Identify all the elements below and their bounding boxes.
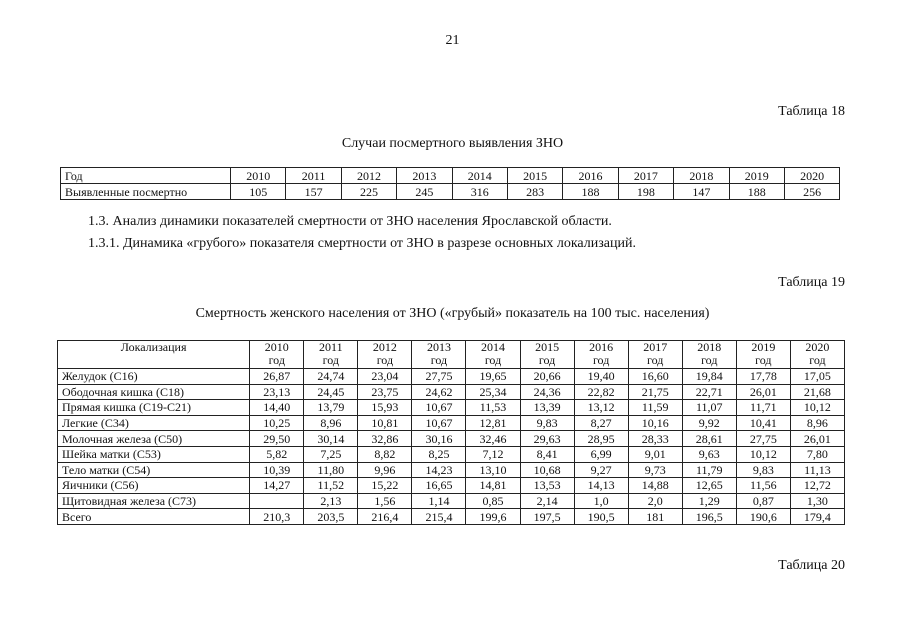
- rate-cell: 8,82: [358, 446, 412, 462]
- rate-cell: 190,5: [574, 509, 628, 525]
- value-cell: 316: [452, 184, 507, 200]
- table-19-title: Смертность женского населения от ЗНО («грубый» показатель на 100 тыс. населения): [195, 306, 710, 321]
- table-19-label: Таблица 19: [778, 275, 845, 290]
- rate-cell: 197,5: [520, 509, 574, 525]
- rate-cell: 9,83: [736, 462, 790, 478]
- year-cell: 2013: [397, 168, 452, 184]
- localization-name: Молочная железа (С50): [58, 431, 250, 447]
- rate-cell: 14,27: [250, 478, 304, 494]
- value-cell: 198: [618, 184, 673, 200]
- localization-name: Желудок (С16): [58, 369, 250, 385]
- table-19-header-row: [58, 341, 845, 369]
- table-row: [58, 400, 845, 416]
- value-cell: 157: [286, 184, 341, 200]
- rate-cell: 11,56: [736, 478, 790, 494]
- value-cell: 105: [231, 184, 286, 200]
- rate-cell: 29,63: [520, 431, 574, 447]
- rate-cell: 1,29: [682, 493, 736, 509]
- rate-cell: 0,87: [736, 493, 790, 509]
- localization-name: Шейка матки (С53): [58, 446, 250, 462]
- table-row: [58, 431, 845, 447]
- rate-cell: 9,96: [358, 462, 412, 478]
- localization-name: Щитовидная железа (С73): [58, 493, 250, 509]
- rate-cell: 181: [628, 509, 682, 525]
- section-1-3-1-heading: 1.3.1. Динамика «грубого» показателя смертности от ЗНО в разрезе основных локализаций.: [88, 236, 636, 251]
- rate-cell: 17,78: [736, 369, 790, 385]
- rate-cell: 15,22: [358, 478, 412, 494]
- rate-cell: 10,25: [250, 415, 304, 431]
- rate-cell: 30,16: [412, 431, 466, 447]
- rate-cell: 11,59: [628, 400, 682, 416]
- rate-cell: 14,23: [412, 462, 466, 478]
- rate-cell: 190,6: [736, 509, 790, 525]
- year-header: 2014 год: [466, 341, 520, 369]
- rate-cell: 216,4: [358, 509, 412, 525]
- year-cell: 2010: [231, 168, 286, 184]
- rate-cell: 19,84: [682, 369, 736, 385]
- rate-cell: 12,81: [466, 415, 520, 431]
- rate-cell: 10,67: [412, 415, 466, 431]
- rate-cell: 8,41: [520, 446, 574, 462]
- rate-cell: 13,39: [520, 400, 574, 416]
- rate-cell: 8,96: [790, 415, 844, 431]
- rate-cell: 27,75: [736, 431, 790, 447]
- rate-cell: 28,33: [628, 431, 682, 447]
- rate-cell: 26,01: [790, 431, 844, 447]
- rate-cell: 11,13: [790, 462, 844, 478]
- rate-cell: 203,5: [304, 509, 358, 525]
- table-row: [58, 384, 845, 400]
- year-header: 2015 год: [520, 341, 574, 369]
- rate-cell: 11,53: [466, 400, 520, 416]
- value-cell: 245: [397, 184, 452, 200]
- rate-cell: 14,40: [250, 400, 304, 416]
- table-18-header-row: [61, 168, 840, 184]
- rate-cell: 199,6: [466, 509, 520, 525]
- rate-cell: 13,53: [520, 478, 574, 494]
- rate-cell: 196,5: [682, 509, 736, 525]
- rate-cell: 2,0: [628, 493, 682, 509]
- rate-cell: 32,86: [358, 431, 412, 447]
- rate-cell: 2,13: [304, 493, 358, 509]
- rate-cell: 16,60: [628, 369, 682, 385]
- page-number: 21: [445, 33, 460, 48]
- rate-cell: 10,12: [790, 400, 844, 416]
- rate-cell: 13,12: [574, 400, 628, 416]
- rate-cell: 9,92: [682, 415, 736, 431]
- rate-cell: 29,50: [250, 431, 304, 447]
- table-row: [58, 415, 845, 431]
- rate-cell: 22,71: [682, 384, 736, 400]
- rate-cell: 179,4: [790, 509, 844, 525]
- rate-cell: 5,82: [250, 446, 304, 462]
- rate-cell: 24,36: [520, 384, 574, 400]
- rate-cell: 10,16: [628, 415, 682, 431]
- rate-cell: 10,12: [736, 446, 790, 462]
- table-row: [58, 446, 845, 462]
- rate-cell: 1,30: [790, 493, 844, 509]
- year-cell: 2020: [784, 168, 839, 184]
- table-18-title: Случаи посмертного выявления ЗНО: [341, 136, 564, 151]
- value-cell: 188: [729, 184, 784, 200]
- rate-cell: 9,73: [628, 462, 682, 478]
- table-18-label: Таблица 18: [778, 104, 845, 119]
- rate-cell: 7,25: [304, 446, 358, 462]
- rate-cell: 24,45: [304, 384, 358, 400]
- rate-cell: 11,52: [304, 478, 358, 494]
- rate-cell: 14,88: [628, 478, 682, 494]
- year-header: 2016 год: [574, 341, 628, 369]
- rate-cell: 28,61: [682, 431, 736, 447]
- year-header: 2010 год: [250, 341, 304, 369]
- rate-cell: [250, 493, 304, 509]
- rate-cell: 10,39: [250, 462, 304, 478]
- rate-cell: 1,0: [574, 493, 628, 509]
- localization-name: Легкие (С34): [58, 415, 250, 431]
- rate-cell: 8,25: [412, 446, 466, 462]
- rate-cell: 10,68: [520, 462, 574, 478]
- value-cell: 256: [784, 184, 839, 200]
- rate-cell: 26,87: [250, 369, 304, 385]
- rate-cell: 27,75: [412, 369, 466, 385]
- rate-cell: 24,62: [412, 384, 466, 400]
- year-cell: 2018: [674, 168, 729, 184]
- rate-cell: 8,27: [574, 415, 628, 431]
- rate-cell: 215,4: [412, 509, 466, 525]
- rate-cell: 1,56: [358, 493, 412, 509]
- rate-cell: 11,80: [304, 462, 358, 478]
- value-cell: 147: [674, 184, 729, 200]
- table-18-row-label: Выявленные посмертно: [61, 184, 231, 200]
- table-row: [58, 509, 845, 525]
- rate-cell: 15,93: [358, 400, 412, 416]
- rate-cell: 16,65: [412, 478, 466, 494]
- year-header: 2020 год: [790, 341, 844, 369]
- localization-name: Яичники (С56): [58, 478, 250, 494]
- value-cell: 283: [507, 184, 562, 200]
- year-cell: 2012: [341, 168, 396, 184]
- rate-cell: 19,40: [574, 369, 628, 385]
- rate-cell: 11,79: [682, 462, 736, 478]
- rate-cell: 9,83: [520, 415, 574, 431]
- value-cell: 225: [341, 184, 396, 200]
- rate-cell: 24,74: [304, 369, 358, 385]
- rate-cell: 13,79: [304, 400, 358, 416]
- table-row: [58, 369, 845, 385]
- rate-cell: 9,27: [574, 462, 628, 478]
- table-19-body: [58, 369, 845, 525]
- table-20-label: Таблица 20: [778, 558, 845, 573]
- localization-header: Локализация: [58, 341, 250, 369]
- rate-cell: 21,68: [790, 384, 844, 400]
- year-cell: 2015: [507, 168, 562, 184]
- rate-cell: 23,13: [250, 384, 304, 400]
- rate-cell: 28,95: [574, 431, 628, 447]
- rate-cell: 12,65: [682, 478, 736, 494]
- table-18: [60, 167, 840, 200]
- year-cell: 2019: [729, 168, 784, 184]
- year-cell: 2014: [452, 168, 507, 184]
- rate-cell: 7,80: [790, 446, 844, 462]
- localization-name: Всего: [58, 509, 250, 525]
- table-18-header-label: Год: [61, 168, 231, 184]
- localization-name: Прямая кишка (С19-С21): [58, 400, 250, 416]
- rate-cell: 10,81: [358, 415, 412, 431]
- rate-cell: 17,05: [790, 369, 844, 385]
- section-1-3-heading: 1.3. Анализ динамики показателей смертности от ЗНО населения Ярославской области.: [88, 214, 612, 229]
- rate-cell: 23,04: [358, 369, 412, 385]
- year-header: 2013 год: [412, 341, 466, 369]
- rate-cell: 12,72: [790, 478, 844, 494]
- year-header: 2019 год: [736, 341, 790, 369]
- rate-cell: 10,67: [412, 400, 466, 416]
- year-cell: 2017: [618, 168, 673, 184]
- year-header: 2012 год: [358, 341, 412, 369]
- rate-cell: 32,46: [466, 431, 520, 447]
- table-row: [58, 478, 845, 494]
- value-cell: 188: [563, 184, 618, 200]
- rate-cell: 210,3: [250, 509, 304, 525]
- year-header: 2017 год: [628, 341, 682, 369]
- rate-cell: 26,01: [736, 384, 790, 400]
- rate-cell: 9,63: [682, 446, 736, 462]
- table-row: [58, 462, 845, 478]
- rate-cell: 11,71: [736, 400, 790, 416]
- table-19: [57, 340, 845, 525]
- rate-cell: 14,13: [574, 478, 628, 494]
- year-header: 2018 год: [682, 341, 736, 369]
- rate-cell: 13,10: [466, 462, 520, 478]
- rate-cell: 22,82: [574, 384, 628, 400]
- table-18-data-row: [61, 184, 840, 200]
- rate-cell: 11,07: [682, 400, 736, 416]
- year-cell: 2011: [286, 168, 341, 184]
- table-row: [58, 493, 845, 509]
- rate-cell: 8,96: [304, 415, 358, 431]
- year-cell: 2016: [563, 168, 618, 184]
- rate-cell: 2,14: [520, 493, 574, 509]
- rate-cell: 25,34: [466, 384, 520, 400]
- rate-cell: 19,65: [466, 369, 520, 385]
- rate-cell: 21,75: [628, 384, 682, 400]
- rate-cell: 6,99: [574, 446, 628, 462]
- rate-cell: 9,01: [628, 446, 682, 462]
- rate-cell: 0,85: [466, 493, 520, 509]
- year-header: 2011 год: [304, 341, 358, 369]
- rate-cell: 20,66: [520, 369, 574, 385]
- localization-name: Тело матки (С54): [58, 462, 250, 478]
- localization-name: Ободочная кишка (С18): [58, 384, 250, 400]
- rate-cell: 1,14: [412, 493, 466, 509]
- rate-cell: 23,75: [358, 384, 412, 400]
- rate-cell: 10,41: [736, 415, 790, 431]
- rate-cell: 30,14: [304, 431, 358, 447]
- rate-cell: 7,12: [466, 446, 520, 462]
- rate-cell: 14,81: [466, 478, 520, 494]
